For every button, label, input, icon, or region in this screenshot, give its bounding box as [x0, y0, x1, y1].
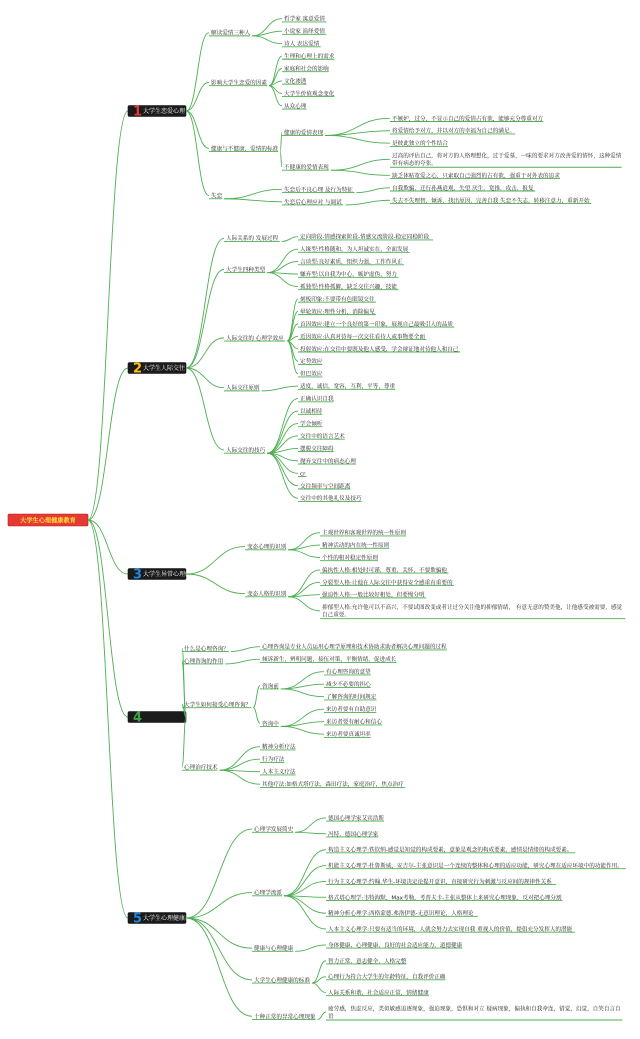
- node-level-2[interactable]: [282, 163, 329, 171]
- node-text: 来访者要有耐心和信心: [326, 719, 382, 726]
- branch-number: 3: [133, 567, 143, 583]
- node-level-1[interactable]: [182, 763, 218, 771]
- node-text: 言谈型:良好素质，组织力强，工作作风正: [300, 259, 403, 266]
- node-text: 从众心理: [284, 103, 307, 110]
- node-level-2[interactable]: [326, 941, 463, 949]
- node-level-2[interactable]: [298, 320, 454, 328]
- node-level-2[interactable]: [298, 395, 334, 403]
- node-level-2[interactable]: [326, 877, 556, 885]
- node-level-2[interactable]: [320, 566, 448, 574]
- node-level-2[interactable]: [282, 52, 335, 60]
- node-text: 变态人格的识别: [247, 591, 287, 598]
- node-level-1[interactable]: [224, 384, 260, 392]
- node-text: 失去不失理智，倾诉，找出原因，完善自我 失恋不失志，转移注意力，重新开始: [392, 198, 590, 205]
- node-text: 不嫉妒，过分，不显示自己的爱情占有欲，能够充分尊重对方: [392, 116, 544, 123]
- node-level-2[interactable]: [282, 77, 307, 85]
- branch-label: 大学生人际交往: [143, 365, 186, 373]
- node-level-3[interactable]: [324, 730, 371, 738]
- node-text: 构造主义心理学:铁钦纳-感觉是知觉的构成要素，意象是观念的构成要素，感情是情绪的构成要素。: [328, 847, 573, 854]
- node-level-1[interactable]: [224, 334, 285, 342]
- node-text: 缺乏体贴宽爱之心，只索取自己强烈的占有欲，强重于对外表的追求: [392, 173, 560, 180]
- node-level-2[interactable]: [320, 603, 625, 619]
- node-level-3[interactable]: [324, 680, 371, 688]
- node-level-2[interactable]: [320, 529, 406, 537]
- node-text: 影响大学生恋爱的因素: [211, 80, 267, 87]
- node-text: 分裂型人格:让他在人际交往中获得安全感重直重要的: [322, 580, 453, 587]
- node-text: 人际交往原则: [226, 385, 260, 392]
- node-level-2[interactable]: [298, 444, 334, 452]
- node-text: 抑郁型人格:允许他可以不高兴，不要试图改变或者让过分关注他的抑郁情绪， 有意无意的赞美他，让他感受被需要，感觉: [322, 605, 623, 612]
- node-level-3[interactable]: [324, 718, 382, 726]
- node-level-2[interactable]: [326, 973, 446, 981]
- node-text: 人缘型:性格随和，为人坦诚实在，全面发展: [300, 247, 409, 254]
- node-text: 什么是心理咨询？: [184, 646, 229, 653]
- node-text: 来访者要真诚坦率: [326, 732, 371, 739]
- node-text: 行为主义心理学:约翰.华生-环境决定论提开意识，直接研究行为刺激与反应间的规律性关系: [328, 879, 552, 886]
- node-level-2[interactable]: [298, 471, 306, 477]
- node-level-2[interactable]: [298, 407, 323, 415]
- node-level-2[interactable]: [260, 743, 296, 751]
- node-text: cr: [300, 471, 306, 478]
- node-text: 精神分析疗法: [262, 744, 296, 751]
- node-level-2[interactable]: [320, 578, 454, 586]
- node-text: 嫌弃型:以自我为中心，嫉妒虚伪，努力: [300, 272, 397, 279]
- node-text: 格式塔心理学:韦特海默，Max考勒，考普夫卡-主张从整体上来研究心理现象，反对把心理分割: [328, 895, 562, 902]
- node-text: 正确认识自我: [300, 396, 334, 403]
- node-level-1[interactable]: [182, 644, 229, 652]
- node-text: 减少不必要的担心: [326, 682, 371, 689]
- node-text: 人际交往的技巧: [226, 447, 266, 454]
- node-level-1[interactable]: [245, 590, 287, 598]
- node-text: 带有病态的夸张。: [392, 161, 437, 168]
- node-level-1[interactable]: [209, 144, 279, 152]
- node-text: 文化渗透: [284, 78, 307, 85]
- node-level-1[interactable]: [209, 29, 251, 37]
- node-text: 但巴效应: [300, 371, 323, 378]
- node-text: 智力正常，意志健全，人格完整: [328, 958, 407, 965]
- node-text: 偏执性人格:相处时可谨，尊重，关怀，不要欺骗他: [322, 567, 447, 574]
- node-text: 心理治疗技术: [184, 765, 218, 771]
- node-level-1[interactable]: [224, 265, 266, 273]
- node-level-2[interactable]: [298, 270, 398, 278]
- node-text: 交往频率与空间距离: [300, 483, 351, 490]
- node-level-2[interactable]: [260, 643, 447, 651]
- node-level-2[interactable]: [320, 553, 378, 561]
- node-level-3[interactable]: [390, 114, 543, 122]
- node-text: 不健康的爱情表现: [284, 165, 329, 172]
- node-level-2[interactable]: [282, 128, 324, 136]
- node-level-2[interactable]: [298, 345, 460, 353]
- node-text: 以诚相待: [300, 409, 323, 416]
- node-level-1[interactable]: [224, 234, 280, 242]
- node-text: 解读爱情三种人: [211, 30, 251, 37]
- node-level-1[interactable]: [209, 192, 223, 200]
- node-level-3[interactable]: [324, 668, 371, 676]
- node-text: 行为疗法: [262, 757, 285, 764]
- node-level-2[interactable]: [320, 541, 390, 549]
- node-text: 自我欺骗，迁行孙燕逍观，失望 厌生，宽推，攻击，报复: [392, 185, 534, 192]
- node-level-2[interactable]: [260, 768, 296, 776]
- node-level-2[interactable]: [260, 719, 279, 727]
- node-level-3[interactable]: [390, 152, 622, 168]
- node-text: 小说家 演绎爱情: [284, 29, 325, 36]
- node-text: 变态心理的识别: [247, 544, 287, 551]
- node-text: 身体健康，心理健康，良好的社会适应能力，道德健康: [328, 942, 463, 949]
- branch-number: 1: [133, 104, 143, 120]
- node-level-3[interactable]: [324, 693, 377, 701]
- node-level-2[interactable]: [298, 332, 426, 340]
- node-level-2[interactable]: [298, 494, 362, 502]
- node-level-2[interactable]: [298, 283, 398, 291]
- node-level-1[interactable]: [252, 1012, 316, 1020]
- node-level-2[interactable]: [282, 198, 343, 206]
- node-level-2[interactable]: [282, 40, 321, 48]
- node-text: 交往中的语言艺术: [300, 433, 345, 440]
- node-level-2[interactable]: [326, 862, 626, 870]
- node-level-2[interactable]: [320, 591, 426, 599]
- node-text: 健康与心理健康: [254, 946, 294, 953]
- node-text: 冯特，德国心理学家: [328, 831, 379, 838]
- branch-3[interactable]: [128, 568, 197, 583]
- node-text: 心理咨询的作用: [184, 658, 224, 665]
- node-level-2[interactable]: [298, 370, 323, 378]
- node-text: 学会倾听: [300, 421, 323, 428]
- node-text: 有心理咨询的意望: [326, 669, 371, 676]
- node-text: 精神分析心理学:西格蒙德.弗洛伊德-无意识理论，人格理论: [328, 911, 474, 918]
- node-level-1[interactable]: [182, 657, 224, 665]
- node-level-2[interactable]: [298, 357, 323, 365]
- node-text: 失恋后心理应对 与调试: [284, 199, 342, 206]
- node-text: 心理咨询是专业人员运用心理学原理和技术协助求助者解决心理问题的过程: [262, 644, 447, 651]
- node-text: 大学生如何接受心理咨询？: [184, 702, 252, 709]
- node-level-2[interactable]: [282, 64, 329, 72]
- node-text: 语: [328, 1013, 334, 1020]
- node-text: 大学生价值观念变化: [284, 91, 335, 98]
- branch-number: 4: [133, 710, 143, 726]
- node-level-1[interactable]: [252, 889, 282, 897]
- node-level-2[interactable]: [282, 102, 307, 110]
- node-level-2[interactable]: [298, 457, 356, 465]
- node-text: 交往中的其他礼仪及技巧: [300, 496, 362, 503]
- node-level-2[interactable]: [326, 925, 575, 933]
- node-text: 心理学流派: [254, 890, 282, 897]
- node-level-2[interactable]: [326, 989, 429, 997]
- node-level-2[interactable]: [298, 233, 433, 241]
- node-text: 人本主义疗法: [262, 769, 296, 776]
- node-text: 摆脱交往障碍: [300, 446, 334, 453]
- node-text: 刻板印象:不要带有色眼镜交往: [300, 296, 375, 303]
- branch-number: 5: [133, 911, 143, 927]
- node-text: 其他疗法:如格式塔疗法，森田疗法，家庭治疗，焦点治疗: [262, 782, 404, 789]
- node-text: 人际交往的 心理学效应: [226, 335, 284, 342]
- node-text: 诗人 表达爱情: [284, 41, 320, 48]
- node-level-1[interactable]: [252, 944, 294, 952]
- node-level-1[interactable]: [209, 78, 267, 86]
- node-text: 是彼此独立的个性结合: [392, 141, 448, 148]
- branch-label: 大学生异常心理健康: [143, 571, 198, 579]
- node-text: 将爱情给予对方，并以对方的幸福为自己的满足。: [392, 128, 516, 135]
- node-level-2[interactable]: [326, 957, 407, 965]
- node-text: 投射效应:在交往中要既及他人感受，学会辩证地对待他人和自己: [300, 346, 459, 353]
- node-level-1[interactable]: [252, 825, 294, 833]
- branch-1[interactable]: [128, 105, 186, 120]
- node-level-2[interactable]: [298, 382, 396, 390]
- node-text: 近因效应:认真对待每一次交往看待人或事物要全面: [300, 334, 425, 341]
- node-level-1[interactable]: [224, 446, 266, 454]
- node-text: 大学生心理健康的标准: [254, 977, 310, 984]
- node-text: 健康与不健康，爱情的标准: [211, 146, 279, 153]
- node-text: 个性的相对稳定性原则: [322, 555, 378, 562]
- node-level-2[interactable]: [260, 655, 397, 663]
- node-level-3[interactable]: [390, 127, 515, 135]
- node-text: 晕轮效应:理性分析，消除偏见: [300, 309, 375, 316]
- node-level-2[interactable]: [298, 482, 351, 490]
- node-text: 首因效应:建立一个良好的第一印象，展现自己最吸引人的品质: [300, 321, 453, 328]
- node-level-1[interactable]: [182, 701, 251, 709]
- node-text: 机能主义心理学:杜鲁斯威，安吉尔-主张意识是一个连续的整体和心理的适应功能，研究心理在适应环境中的功能作用。: [328, 863, 623, 870]
- node-text: 德国心理学家艾宾浩斯: [328, 815, 384, 822]
- node-level-2[interactable]: [282, 185, 354, 193]
- node-level-3[interactable]: [390, 196, 591, 204]
- node-text: 生理和心理上的需求: [284, 54, 335, 61]
- node-text: 家庭和社会的影响: [284, 66, 329, 73]
- node-level-2[interactable]: [298, 432, 345, 440]
- branch-2[interactable]: [128, 362, 186, 377]
- node-level-3[interactable]: [390, 139, 448, 147]
- branch-label: 大学生恋爱心理: [143, 108, 186, 116]
- node-text: 失恋: [211, 193, 223, 200]
- node-text: 精神活动的内在统一性原则: [322, 543, 390, 550]
- node-text: 人际关系的 发展过程: [226, 236, 279, 243]
- branch-label: 大学生心理健康教育概述: [143, 915, 210, 923]
- node-text: 了解咨询的时间规定: [326, 694, 377, 701]
- node-level-2[interactable]: [298, 307, 376, 315]
- node-level-2[interactable]: [298, 295, 376, 303]
- node-level-1[interactable]: [252, 976, 310, 984]
- branch-4[interactable]: [128, 711, 186, 726]
- node-level-2[interactable]: [282, 27, 326, 35]
- node-level-2[interactable]: [326, 893, 563, 901]
- node-level-2[interactable]: [282, 15, 326, 23]
- node-level-2[interactable]: [282, 89, 335, 97]
- node-text: 定势效应: [300, 359, 323, 366]
- node-text: 大学生四种类型: [226, 267, 266, 274]
- node-text: 抛弃交往中的病态心理: [300, 458, 356, 465]
- node-level-2[interactable]: [326, 814, 384, 822]
- node-level-3[interactable]: [390, 184, 535, 192]
- branch-number: 2: [133, 361, 143, 377]
- node-level-3[interactable]: [390, 171, 560, 179]
- node-text: 心理行为符合大学生的年龄特征，自我评价正确: [328, 974, 446, 981]
- node-text: 孤独型:性格孤僻，缺乏交往兴趣，技能: [300, 284, 397, 291]
- node-text: 哲学家 寓意爱情: [284, 16, 325, 23]
- node-level-2[interactable]: [326, 830, 379, 838]
- node-level-2[interactable]: [326, 909, 478, 917]
- root-label: 大学生心理健康教育: [20, 517, 76, 525]
- node-text: 强迫性人格:一般比较好相处，但要慢分明: [322, 592, 425, 599]
- node-text: 咨询中: [262, 721, 279, 728]
- node-text: 失恋后不良心理 及行为特征: [284, 187, 353, 194]
- node-level-3[interactable]: [324, 705, 377, 713]
- root-node[interactable]: [8, 514, 88, 526]
- node-text: 自己重要。: [322, 612, 350, 619]
- node-text: 心理学发展简史: [254, 827, 294, 834]
- node-level-2[interactable]: [260, 780, 405, 788]
- node-level-2[interactable]: [298, 245, 410, 253]
- node-text: 适度，诚信，宽容，互利，平等，尊重: [300, 384, 396, 391]
- node-text: 人本主义心理学:只要有适当的环境，人就会努力去实现自我 重视人的价值，提倡充分发挥人的潜能: [328, 927, 573, 934]
- node-level-2[interactable]: [298, 420, 323, 428]
- node-text: 健康的爱情表现: [284, 130, 324, 137]
- node-text: 咨询前: [262, 683, 279, 690]
- node-text: 倾诉新生，辨明问题，接伍对策，平衡情绪，促进成长: [262, 657, 397, 664]
- node-text: 定向阶段-情感探索阶段-情感交流阶段-稳定同稳阶段: [300, 234, 430, 241]
- node-text: 十种正常的异常心理现象: [254, 1014, 316, 1021]
- node-level-2[interactable]: [326, 1004, 622, 1020]
- node-text: 主观世界和客观世界的统一性原则: [322, 530, 406, 537]
- node-level-2[interactable]: [260, 682, 279, 690]
- node-level-2[interactable]: [298, 258, 404, 266]
- node-level-2[interactable]: [260, 755, 285, 763]
- node-text: 来访者要有自助意识: [326, 707, 377, 714]
- node-text: 过高的评估自己，将对方的人格理想化，过于爱慕，一味的要求对方改善爱的情怀，这种爱情: [392, 153, 622, 160]
- node-text: 疲劳感，焦虑反应，类似敏感追逐现象，强迫现象，恐惧和对立 疑病现象，偏执和自我牵连，错觉，幻觉，自笑自言自: [328, 1006, 621, 1013]
- node-level-2[interactable]: [326, 846, 575, 854]
- node-text: 人际关系和谐，社会适应正常，情绪健康: [328, 990, 429, 997]
- node-level-1[interactable]: [245, 543, 287, 551]
